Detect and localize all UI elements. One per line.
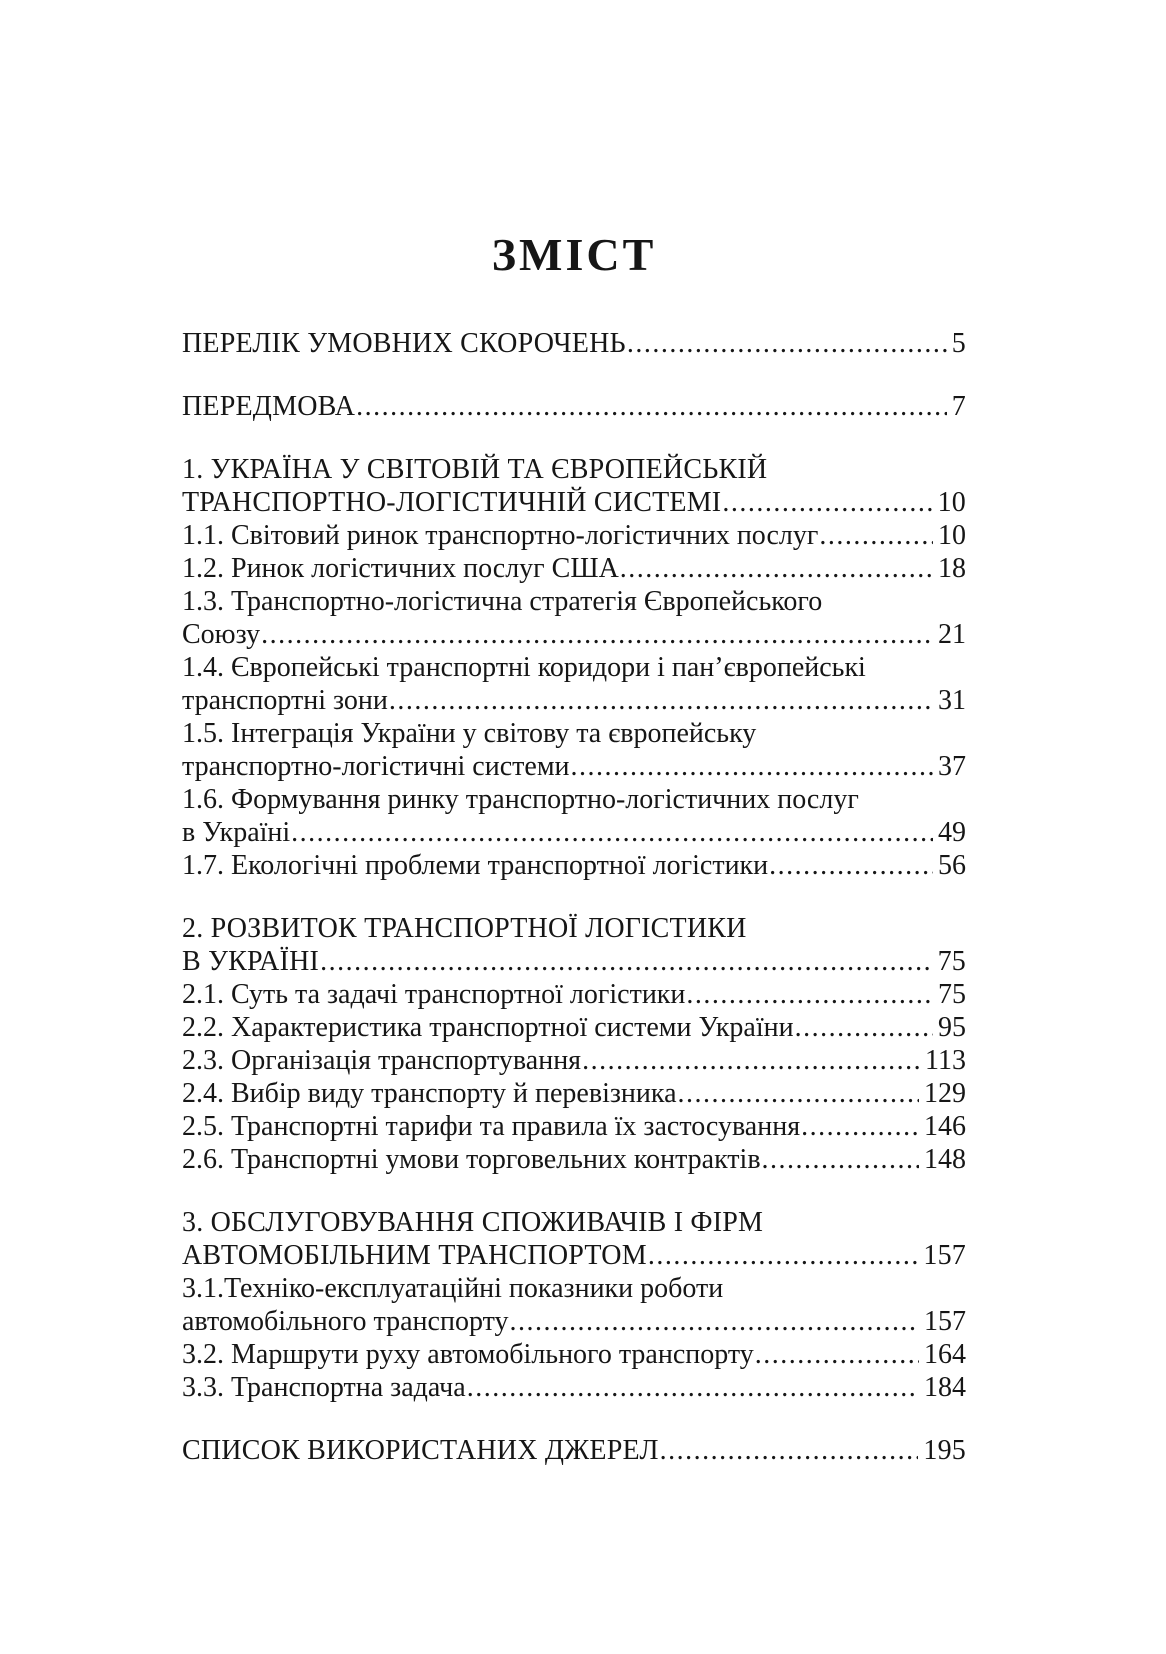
toc-entry-text: транспортно-логістичні системи xyxy=(182,751,570,782)
toc-entry-last-line xyxy=(182,1044,966,1077)
toc-entry xyxy=(182,1143,966,1176)
toc-page-number: 21 xyxy=(938,619,966,650)
toc-entry-text: автомобільного транспорту xyxy=(182,1306,509,1337)
toc-entry xyxy=(182,651,966,717)
toc-entry xyxy=(182,1011,966,1044)
toc-entry-last-line xyxy=(182,552,966,585)
toc-entry-last-line xyxy=(182,390,966,423)
toc-entry-last-line xyxy=(182,1077,966,1110)
toc-entry-text: 2.1. Суть та задачі транспортної логістики xyxy=(182,979,686,1010)
toc-page-number: 5 xyxy=(951,328,966,359)
toc-entry-last-line xyxy=(182,816,966,849)
toc-entry-text: 2.6. Транспортні умови торговельних контрактів xyxy=(182,1144,761,1175)
toc-page-number: 157 xyxy=(923,1240,966,1271)
dot-leader xyxy=(819,519,933,552)
toc-entry xyxy=(182,1272,966,1338)
toc-entry xyxy=(182,519,966,552)
dot-leader xyxy=(755,1338,919,1371)
toc-page-number: 146 xyxy=(924,1111,966,1142)
toc-entry-text-line: 1.4. Європейські транспортні коридори і пан’європейські xyxy=(182,652,866,683)
page-title: ЗМІСТ xyxy=(491,229,657,280)
toc-page-number: 113 xyxy=(925,1045,966,1076)
toc-page-number: 164 xyxy=(924,1339,966,1370)
toc-entry-last-line xyxy=(182,1143,966,1176)
dot-leader xyxy=(356,390,947,423)
dot-leader xyxy=(261,618,933,651)
toc-page-number: 18 xyxy=(938,553,966,584)
toc-page-number: 129 xyxy=(924,1078,966,1109)
dot-leader xyxy=(678,1077,920,1110)
toc-entry-last-line xyxy=(182,849,966,882)
toc-entry-last-line xyxy=(182,1338,966,1371)
dot-leader xyxy=(795,1011,933,1044)
toc-entry-text-line: 1.3. Транспортно-логістична стратегія Європейського xyxy=(182,586,823,617)
toc-entry-last-line xyxy=(182,486,966,519)
dot-leader xyxy=(389,684,933,717)
toc-page-number: 157 xyxy=(924,1306,966,1337)
toc-entry-text-line: 1. УКРАЇНА У СВІТОВІЙ ТА ЄВРОПЕЙСЬКІЙ xyxy=(182,454,768,485)
toc-entry-last-line xyxy=(182,327,966,360)
toc-entry-last-line xyxy=(182,945,966,978)
dot-leader xyxy=(660,1434,919,1467)
toc-entry-text: 2.3. Організація транспортування xyxy=(182,1045,582,1076)
toc-entry-text: 2.5. Транспортні тарифи та правила їх застосування xyxy=(182,1111,801,1142)
toc-entry-text: 1.2. Ринок логістичних послуг США xyxy=(182,553,619,584)
toc-entry-last-line xyxy=(182,978,966,1011)
toc-entry-text: Союзу xyxy=(182,619,261,650)
toc-page-number: 56 xyxy=(938,850,966,881)
toc-entry-last-line xyxy=(182,684,966,717)
toc-entry-text: ПЕРЕЛІК УМОВНИХ СКОРОЧЕНЬ xyxy=(182,328,626,359)
dot-leader xyxy=(769,849,933,882)
toc-entry-text-line: 3.1.Техніко-експлуатаційні показники роботи xyxy=(182,1273,724,1304)
toc-page-number: 10 xyxy=(937,487,966,518)
toc-entry-last-line xyxy=(182,1239,966,1272)
dot-leader xyxy=(291,816,933,849)
dot-leader xyxy=(627,327,947,360)
toc-entry xyxy=(182,783,966,849)
toc-entry xyxy=(182,1371,966,1404)
toc-entry xyxy=(182,453,966,519)
toc-entry-text: ПЕРЕДМОВА xyxy=(182,391,356,422)
toc-entry xyxy=(182,912,966,978)
toc-entry-text: АВТОМОБІЛЬНИМ ТРАНСПОРТОМ xyxy=(182,1240,647,1271)
toc-page-number: 148 xyxy=(924,1144,966,1175)
toc-list xyxy=(182,327,966,1467)
toc-entry xyxy=(182,327,966,360)
toc-entry-last-line xyxy=(182,750,966,783)
toc-page-number: 195 xyxy=(923,1435,966,1466)
toc-page-number: 10 xyxy=(938,520,966,551)
toc-entry-text: 1.1. Світовий ринок транспортно-логістичних послуг xyxy=(182,520,819,551)
toc-page-number: 75 xyxy=(937,946,966,977)
toc-entry-last-line xyxy=(182,1110,966,1143)
toc-entry xyxy=(182,1077,966,1110)
toc-entry xyxy=(182,390,966,423)
dot-leader xyxy=(467,1371,919,1404)
toc-entry xyxy=(182,1044,966,1077)
toc-entry-text: транспортні зони xyxy=(182,685,388,716)
toc-entry xyxy=(182,552,966,585)
toc-entry-text-line: 1.6. Формування ринку транспортно-логістичних послуг xyxy=(182,784,859,815)
toc-entry-last-line xyxy=(182,1434,966,1467)
toc-entry xyxy=(182,717,966,783)
dot-leader xyxy=(686,978,933,1011)
toc-page-number: 31 xyxy=(938,685,966,716)
dot-leader xyxy=(320,945,933,978)
dot-leader xyxy=(648,1239,919,1272)
toc-entry-text: 2.2. Характеристика транспортної системи України xyxy=(182,1012,794,1043)
toc-page-number: 184 xyxy=(924,1372,966,1403)
dot-leader xyxy=(509,1305,919,1338)
dot-leader xyxy=(620,552,933,585)
toc-entry-text: СПИСОК ВИКОРИСТАНИХ ДЖЕРЕЛ xyxy=(182,1435,659,1466)
toc-page-number: 37 xyxy=(938,751,966,782)
dot-leader xyxy=(722,486,932,519)
toc-entry xyxy=(182,1338,966,1371)
dot-leader xyxy=(762,1143,919,1176)
toc-entry xyxy=(182,1110,966,1143)
dot-leader xyxy=(571,750,933,783)
toc-entry xyxy=(182,1206,966,1272)
toc-entry-last-line xyxy=(182,1371,966,1404)
toc-page-number: 49 xyxy=(938,817,966,848)
toc-entry-text-line: 1.5. Інтеграція України у світову та європейську xyxy=(182,718,757,749)
toc-entry xyxy=(182,849,966,882)
toc-entry-text: 3.2. Маршрути руху автомобільного транспорту xyxy=(182,1339,754,1370)
dot-leader xyxy=(582,1044,920,1077)
toc-entry-text: 1.7. Екологічні проблеми транспортної логістики xyxy=(182,850,769,881)
toc-entry-text: В УКРАЇНІ xyxy=(182,946,320,977)
toc-entry xyxy=(182,1434,966,1467)
toc-entry-text: в Україні xyxy=(182,817,291,848)
toc-page-number: 75 xyxy=(938,979,966,1010)
toc-entry xyxy=(182,585,966,651)
toc-entry-text-line: 2. РОЗВИТОК ТРАНСПОРТНОЇ ЛОГІСТИКИ xyxy=(182,913,747,944)
toc-entry-text: ТРАНСПОРТНО-ЛОГІСТИЧНІЙ СИСТЕМІ xyxy=(182,487,722,518)
dot-leader xyxy=(801,1110,919,1143)
toc-entry-last-line xyxy=(182,1305,966,1338)
toc-entry-last-line xyxy=(182,519,966,552)
toc-entry-last-line xyxy=(182,618,966,651)
toc-page-number: 7 xyxy=(951,391,966,422)
toc-page-number: 95 xyxy=(938,1012,966,1043)
toc-entry-last-line xyxy=(182,1011,966,1044)
toc-entry-text-line: 3. ОБСЛУГОВУВАННЯ СПОЖИВАЧІВ І ФІРМ xyxy=(182,1207,764,1238)
toc-entry xyxy=(182,978,966,1011)
toc-entry-text: 2.4. Вибір виду транспорту й перевізника xyxy=(182,1078,677,1109)
toc-entry-text: 3.3. Транспортна задача xyxy=(182,1372,466,1403)
